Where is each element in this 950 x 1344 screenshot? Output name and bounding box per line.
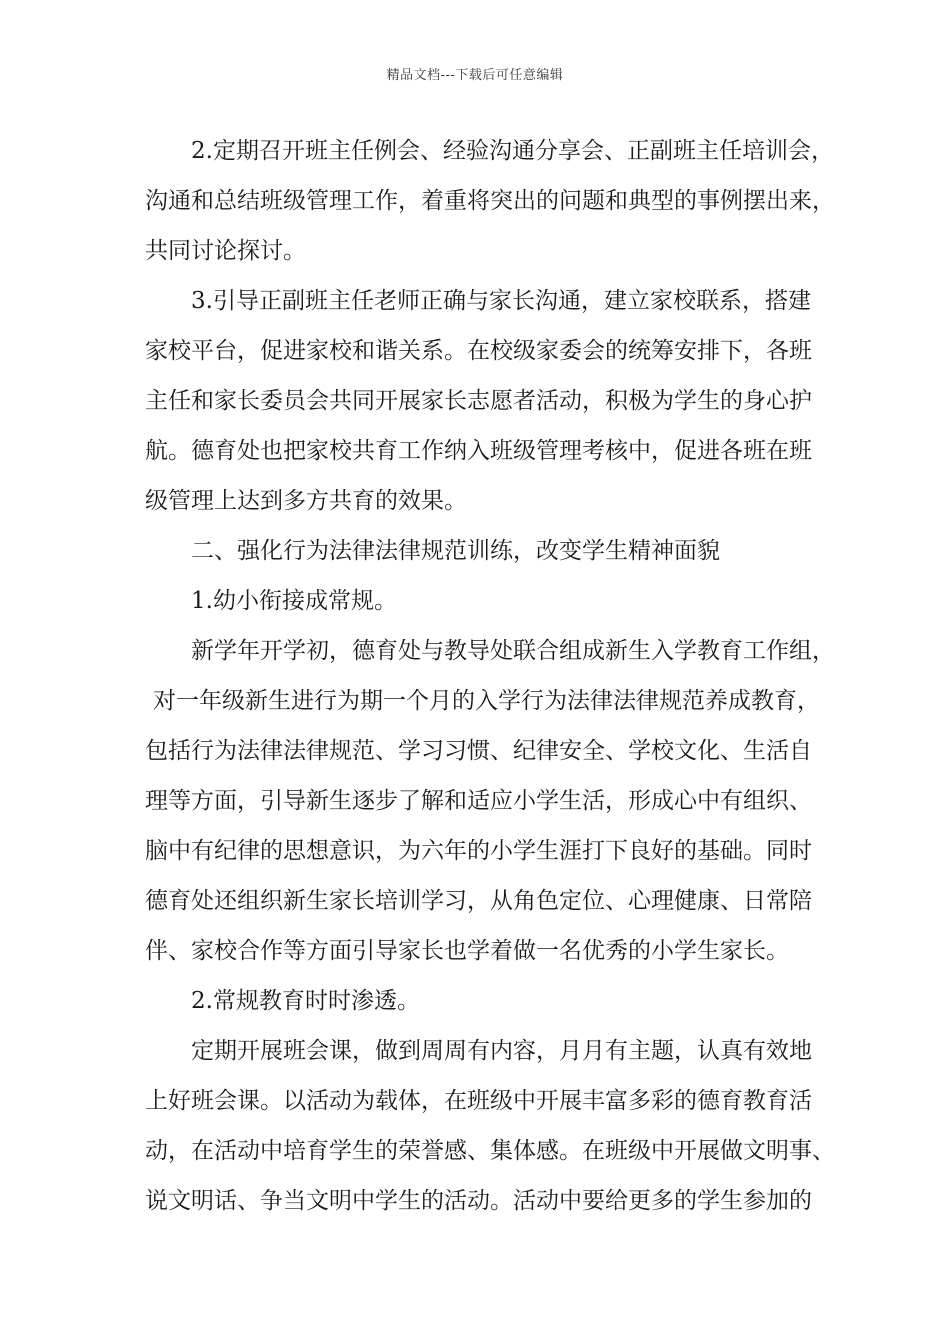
paragraph-line: 上好班会课。以活动为载体，在班级中开展丰富多彩的德育教育活 [145, 1088, 812, 1114]
paragraph-line: 2.定期召开班主任例会、经验沟通分享会、正副班主任培训会， [191, 138, 834, 164]
paragraph-line: 航。德育处也把家校共育工作纳入班级管理考核中，促进各班在班 [145, 438, 812, 464]
paragraph-line: 包括行为法律法律规范、学习习惯、纪律安全、学校文化、生活自 [145, 738, 812, 764]
paragraph-line: 伴、家校合作等方面引导家长也学着做一名优秀的小学生家长。 [145, 938, 789, 964]
paragraph-line: 说文明话、争当文明中学生的活动。活动中要给更多的学生参加的 [145, 1188, 812, 1214]
subsection-heading: 1.幼小衔接成常规。 [191, 588, 397, 614]
paragraph-line: 脑中有纪律的思想意识，为六年的小学生涯打下良好的基础。同时 [145, 838, 812, 864]
section-heading: 二、强化行为法律法律规范训练，改变学生精神面貌 [191, 538, 720, 564]
paragraph-line: 理等方面，引导新生逐步了解和适应小学生活，形成心中有组织、 [145, 788, 812, 814]
paragraph-line: 3.引导正副班主任老师正确与家长沟通，建立家校联系，搭建 [191, 288, 811, 314]
paragraph-line: 主任和家长委员会共同开展家长志愿者活动，积极为学生的身心护 [145, 388, 812, 414]
paragraph-line: 共同讨论探讨。 [145, 238, 306, 264]
paragraph-line: 沟通和总结班级管理工作，着重将突出的问题和典型的事例摆出来， [145, 188, 835, 214]
paragraph-line: 动，在活动中培育学生的荣誉感、集体感。在班级中开展做文明事、 [145, 1138, 835, 1164]
paragraph-line: 级管理上达到多方共育的效果。 [145, 488, 467, 514]
paragraph-line: 新学年开学初，德育处与教导处联合组成新生入学教育工作组， [191, 638, 835, 664]
paragraph-line: 定期开展班会课，做到周周有内容，月月有主题，认真有效地 [191, 1038, 812, 1064]
paragraph-line: 对一年级新生进行为期一个月的入学行为法律法律规范养成教育， [153, 688, 820, 714]
paragraph-line: 德育处还组织新生家长培训学习，从角色定位、心理健康、日常陪 [145, 888, 812, 914]
document-body [145, 126, 835, 1226]
paragraph-line: 家校平台，促进家校和谐关系。在校级家委会的统筹安排下，各班 [145, 338, 812, 364]
page-header: 精品文档---下载后可任意编辑 [386, 68, 564, 83]
subsection-heading: 2.常规教育时时渗透。 [191, 988, 420, 1014]
